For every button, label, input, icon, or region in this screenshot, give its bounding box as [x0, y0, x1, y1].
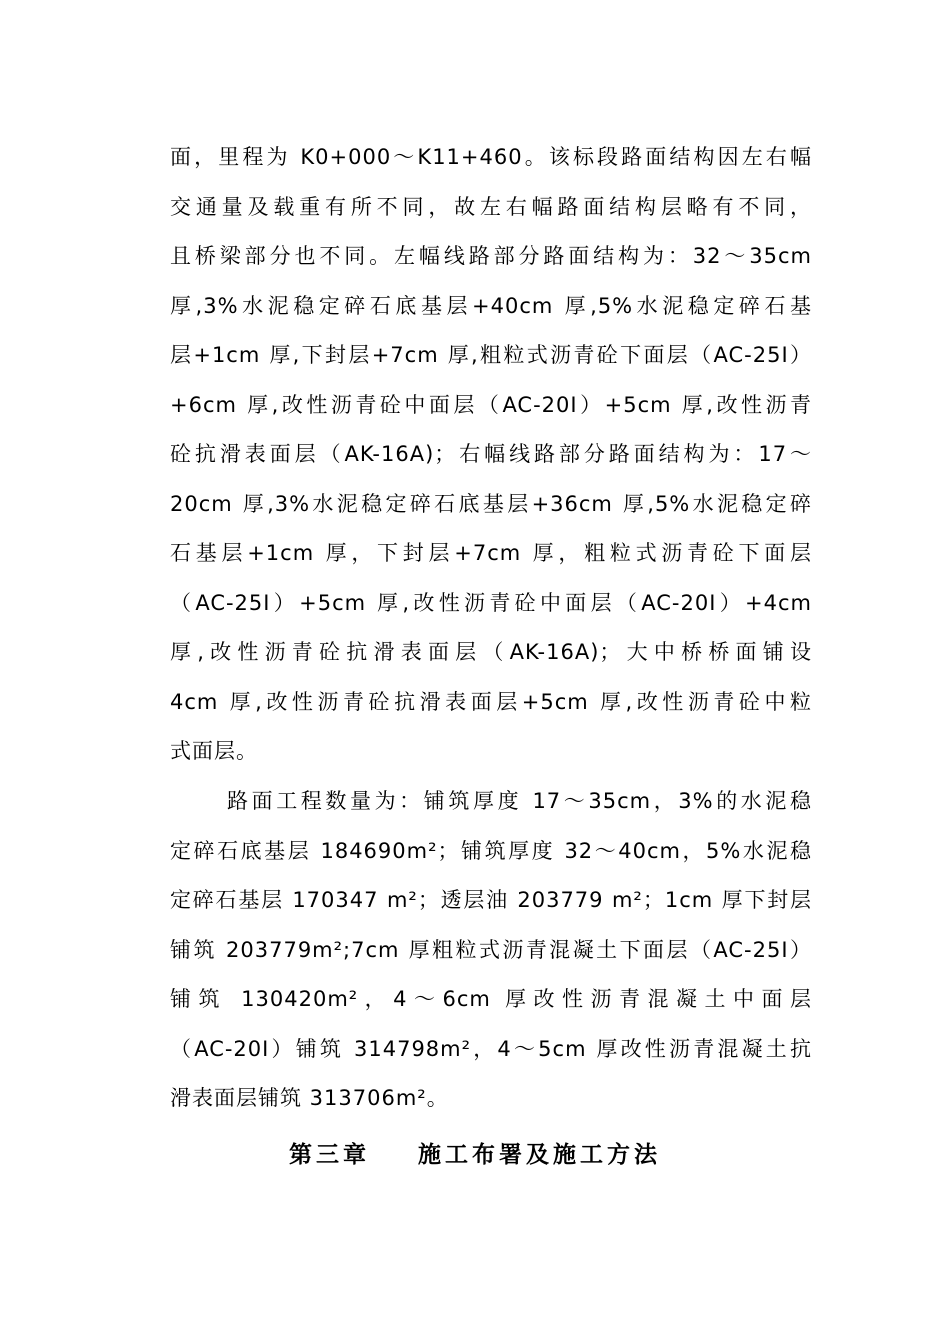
text-line: 铺筑 203779m²;7cm 厚粗粒式沥青混凝土下面层（AC-25I）: [170, 937, 812, 962]
text-line: 滑表面层铺筑 313706m²。: [170, 1086, 449, 1110]
text-line: （AC-20I）铺筑 314798m²，4～5cm 厚改性沥青混凝土抗: [170, 1036, 812, 1061]
text-line: 路面工程数量为：铺筑厚度 17～35cm，3%的水泥稳: [227, 789, 812, 813]
text-line: 式面层。: [170, 739, 258, 763]
text-line: +6cm 厚,改性沥青砼中面层（AC-20I）+5cm 厚,改性沥青: [170, 392, 812, 417]
text-line: 石基层+1cm 厚，下封层+7cm 厚，粗粒式沥青砼下面层: [170, 541, 812, 565]
text-line: 砼抗滑表面层（AK-16A)；右幅线路部分路面结构为：17～: [170, 442, 812, 466]
text-line: （AC-25I）+5cm 厚,改性沥青砼中面层（AC-20I）+4cm: [170, 590, 812, 615]
text-line: 定碎石基层 170347 m²；透层油 203779 m²；1cm 厚下封层: [170, 888, 812, 912]
text-line: 厚,3%水泥稳定碎石底基层+40cm 厚,5%水泥稳定碎石基: [170, 293, 812, 318]
paragraph-pavement-structure: [170, 142, 812, 786]
text-line: 4cm 厚,改性沥青砼抗滑表面层+5cm 厚,改性沥青砼中粒: [170, 689, 812, 714]
text-line: 且桥梁部分也不同。左幅线路部分路面结构为：32～35cm: [170, 244, 812, 268]
text-line: 铺筑 130420m²，4～6cm 厚改性沥青混凝土中面层: [170, 987, 812, 1011]
paragraph-quantities: [170, 786, 812, 1133]
text-line: 20cm 厚,3%水泥稳定碎石底基层+36cm 厚,5%水泥稳定碎: [170, 491, 812, 516]
text-line: 层+1cm 厚,下封层+7cm 厚,粗粒式沥青砼下面层（AC-25I）: [170, 343, 812, 367]
text-line: 面，里程为 K0+000～K11+460。该标段路面结构因左右幅: [170, 145, 812, 169]
text-line: 定碎石底基层 184690m²；铺筑厚度 32～40cm，5%水泥稳: [170, 838, 812, 863]
text-line: 厚,改性沥青砼抗滑表面层（AK-16A)；大中桥桥面铺设: [170, 640, 812, 664]
text-line: 交通量及载重有所不同，故左右幅路面结构层略有不同，: [170, 194, 812, 219]
chapter-heading: 第三章 施工布署及施工方法: [288, 1142, 662, 1168]
